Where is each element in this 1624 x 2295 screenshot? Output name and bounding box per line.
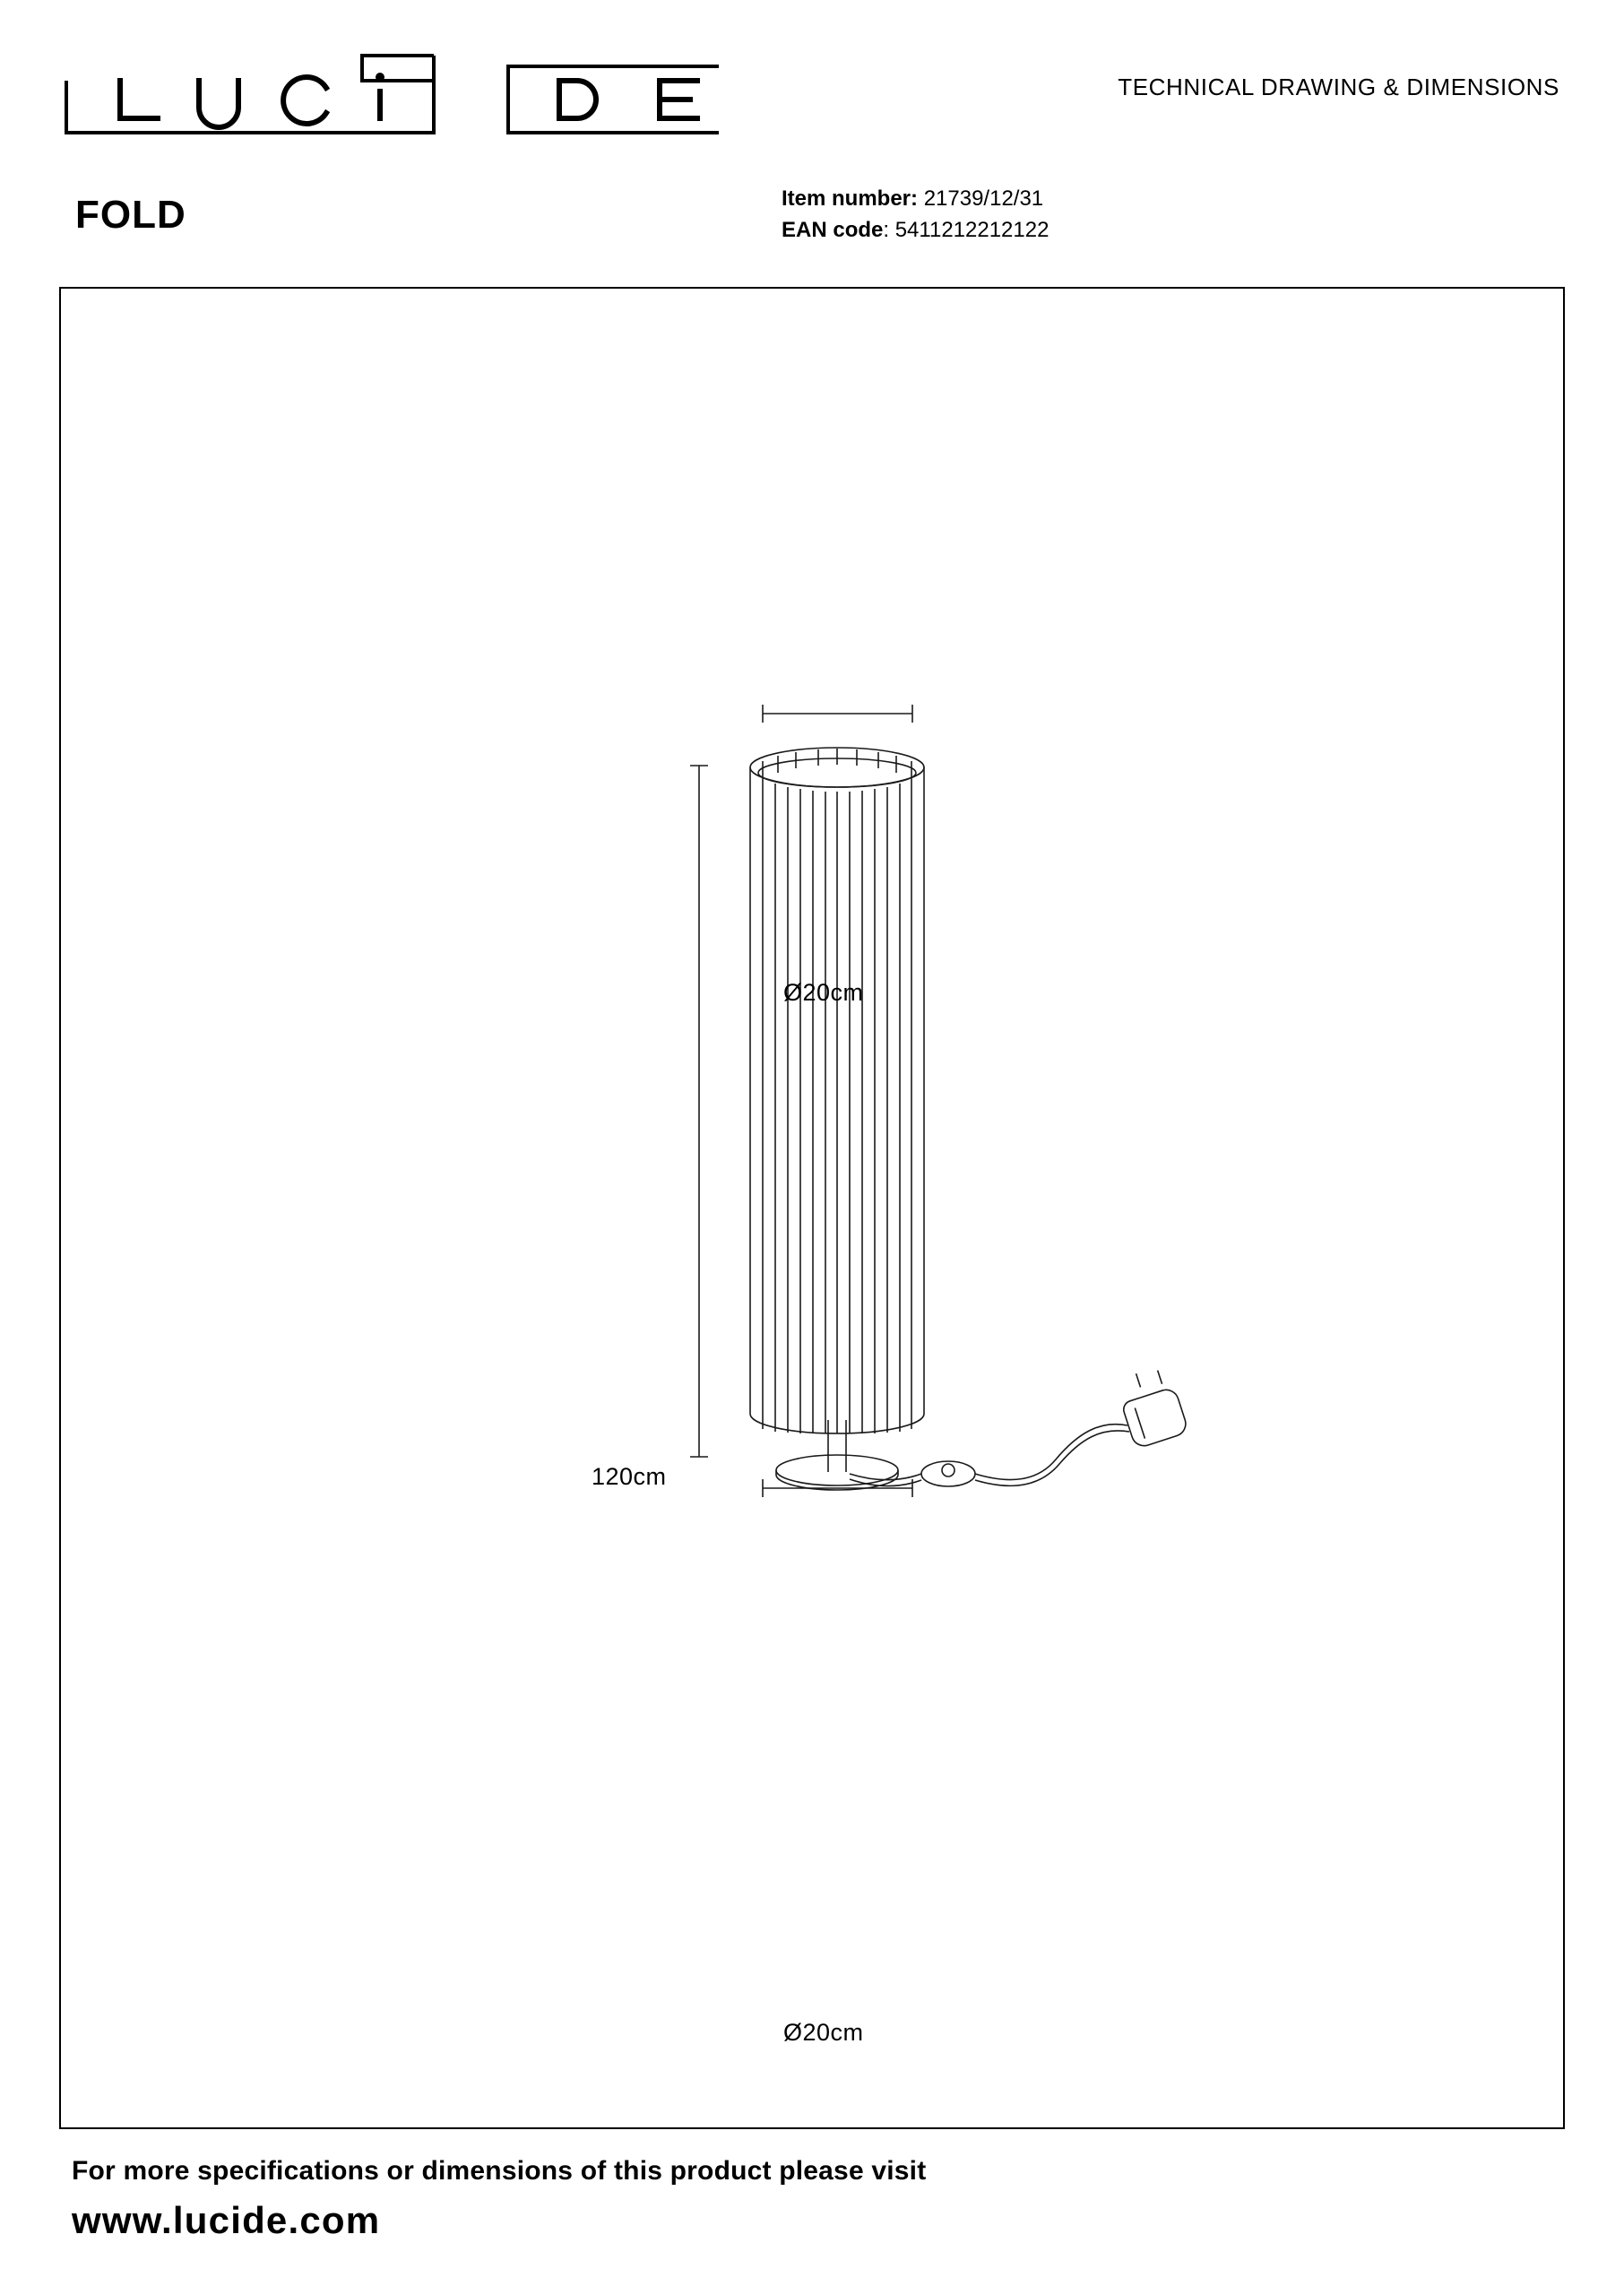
ean-separator: : — [883, 217, 890, 242]
footer-website[interactable]: www.lucide.com — [72, 2199, 381, 2241]
ean-label: EAN code — [782, 217, 884, 242]
page-header — [65, 36, 1559, 134]
item-number-row — [782, 184, 1049, 215]
lucide-logo — [65, 54, 719, 134]
product-meta — [782, 184, 1049, 247]
page-footer — [72, 2156, 1559, 2242]
item-number-label: Item number: — [782, 186, 919, 211]
technical-drawing — [61, 289, 1563, 2127]
dimension-label-base: Ø20cm — [783, 2019, 864, 2046]
drawing-frame — [59, 287, 1565, 2129]
ean-value: 5411212212122 — [894, 217, 1050, 242]
header-title: TECHNICAL DRAWING & DIMENSIONS — [1118, 74, 1559, 100]
ean-row — [782, 215, 1049, 247]
dimension-label-top: Ø20cm — [783, 979, 864, 1006]
item-number-value: 21739/12/31 — [923, 186, 1044, 211]
footer-text: For more specifications or dimensions of this product please visit — [72, 2156, 927, 2186]
dimension-label-height: 120cm — [592, 1463, 667, 1490]
product-name: FOLD — [75, 193, 186, 237]
